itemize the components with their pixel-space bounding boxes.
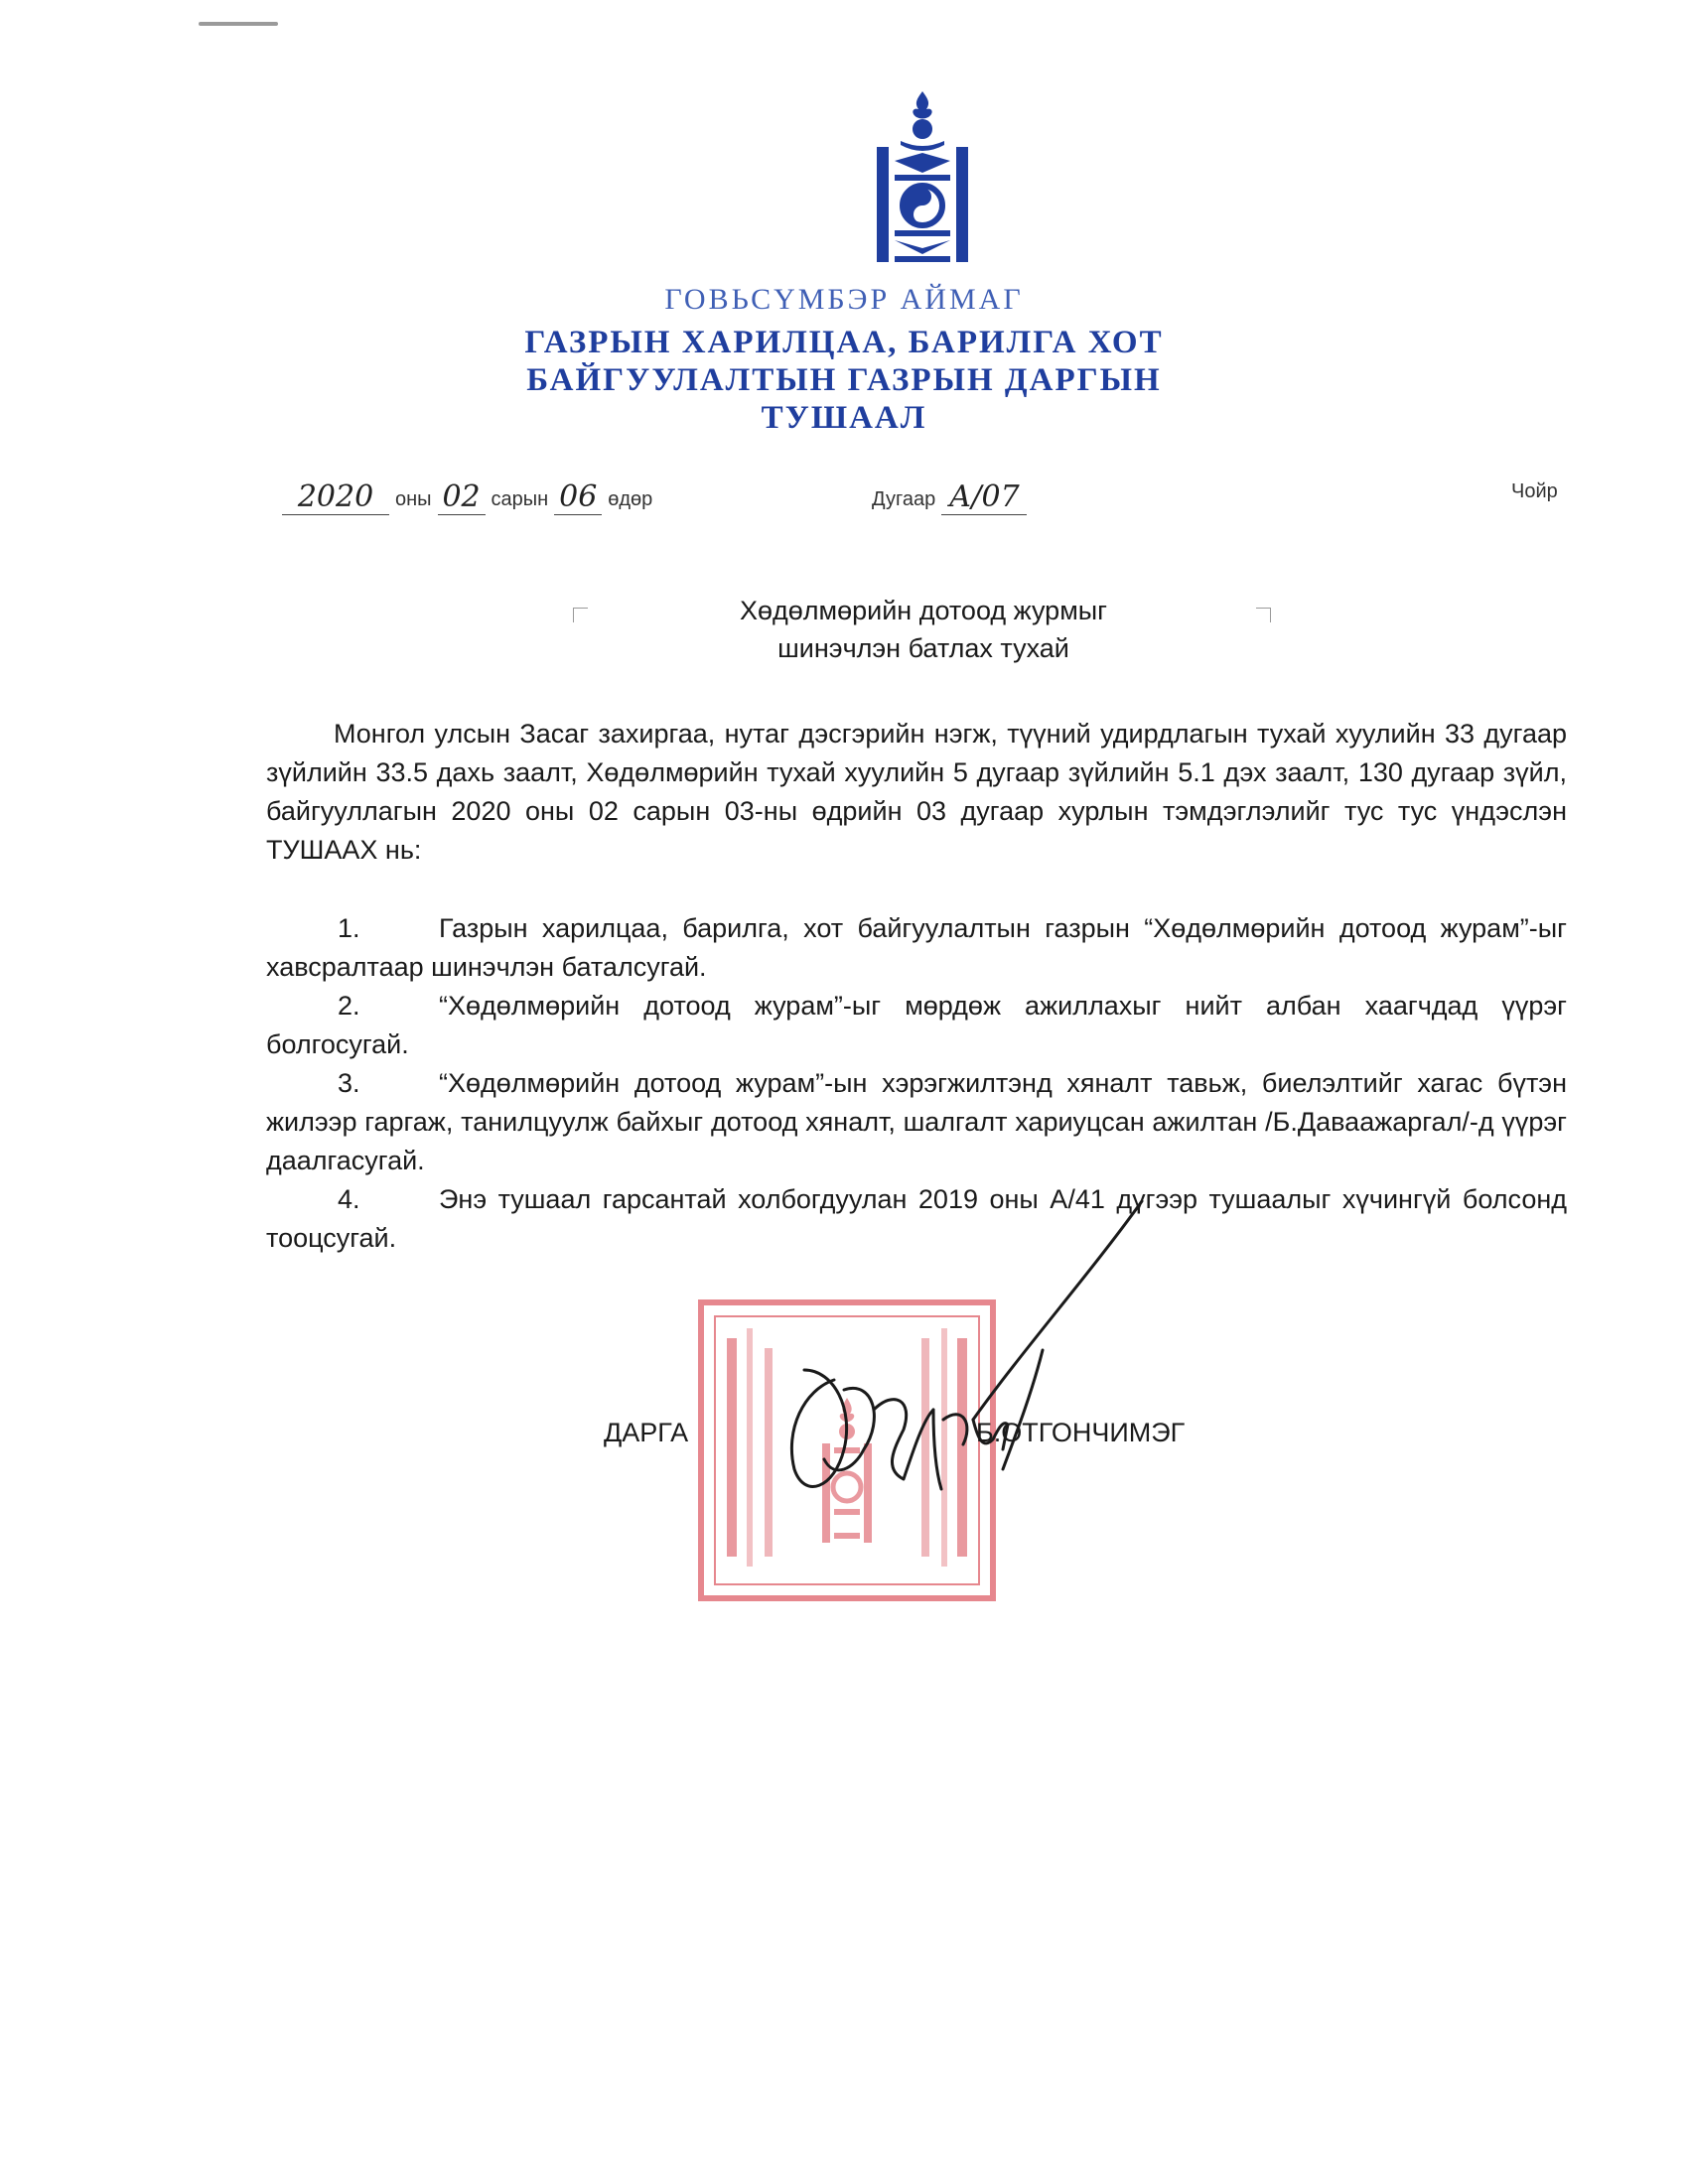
item-number: 1.	[338, 913, 360, 943]
item-number: 3.	[338, 1068, 360, 1098]
month-label: сарын	[491, 488, 549, 510]
subject-corner-right	[1256, 608, 1271, 622]
order-body	[266, 715, 1567, 1258]
item-text: Газрын харилцаа, барилга, хот байгуулалтын газрын “Хөдөлмөрийн дотоод журам”-ыг хавсралтаар шинэчлэн баталсугай.	[266, 913, 1567, 982]
day-label: өдөр	[608, 488, 653, 510]
subject-line-1: Хөдөлмөрийн дотоод журмыг	[739, 596, 1108, 625]
document-type: ТУШААЛ	[761, 400, 927, 436]
subject-line-2: шинэчлэн батлах тухай	[777, 633, 1069, 663]
aimag-name: ГОВЬСҮМБЭР АЙМАГ	[664, 283, 1024, 316]
month-value: 02	[438, 480, 486, 515]
department-line-1: ГАЗРЫН ХАРИЛЦАА, БАРИЛГА ХОТ	[524, 325, 1164, 360]
item-number: 4.	[338, 1184, 360, 1214]
department-heading	[496, 324, 1192, 437]
signatory-name: Б.ОТГОНЧИМЭГ	[976, 1418, 1186, 1447]
item-text: “Хөдөлмөрийн дотоод журам”-ыг мөрдөж ажиллахыг нийт албан хаагчдад үүрэг болгосугай.	[266, 991, 1567, 1059]
subject-heading	[596, 592, 1251, 667]
day-value: 06	[554, 480, 602, 515]
item-text: Энэ тушаал гарсантай холбогдуулан 2019 оны А/41 дүгээр тушаалыг хүчингүй болсонд тооцсугай.	[266, 1184, 1567, 1253]
number-group	[866, 480, 1027, 520]
order-item	[266, 909, 1567, 987]
item-number: 2.	[338, 991, 360, 1021]
date-group	[282, 480, 658, 520]
year-value: 2020	[282, 480, 389, 515]
subject-corner-left	[573, 608, 588, 622]
order-item	[266, 1064, 1567, 1180]
item-text: “Хөдөлмөрийн дотоод журам”-ын хэрэгжилтэнд хяналт тавьж, биелэлтийг хагас бүтэн жилээр гаргаж, танилцуулж байхыг дотоод хяналт, шалгалт хариуцсан ажилтан /Б.Даваажаргал/-д үүрэг даалгасугай.	[266, 1068, 1567, 1175]
year-label: оны	[395, 488, 432, 510]
handwritten-signature	[765, 1191, 1162, 1529]
number-value: А/07	[941, 480, 1027, 515]
soyombo-emblem-icon	[877, 91, 968, 262]
department-line-2: БАЙГУУЛАЛТЫН ГАЗРЫН ДАРГЫН	[526, 362, 1162, 398]
signatory-title: ДАРГА	[604, 1418, 689, 1447]
number-label: Дугаар	[872, 488, 936, 510]
order-item	[266, 987, 1567, 1064]
preamble-paragraph: Монгол улсын Засаг захиргаа, нутаг дэсгэрийн нэгж, түүний удирдлагын тухай хуулийн 33 дугаар зүйлийн 33.5 дахь заалт, Хөдөлмөрийн тухай хуулийн 5 дугаар зүйлийн 5.1 дэх заалт, 130 дугаар зүйл, байгууллагын 2020 оны 02 сарын 03-ны өдрийн 03 дугаар хурлын тэмдэглэлийг тус тус үндэслэн ТУШААХ нь:	[266, 719, 1567, 865]
scan-artifact	[199, 22, 278, 26]
place-name: Чойр	[1511, 480, 1558, 502]
